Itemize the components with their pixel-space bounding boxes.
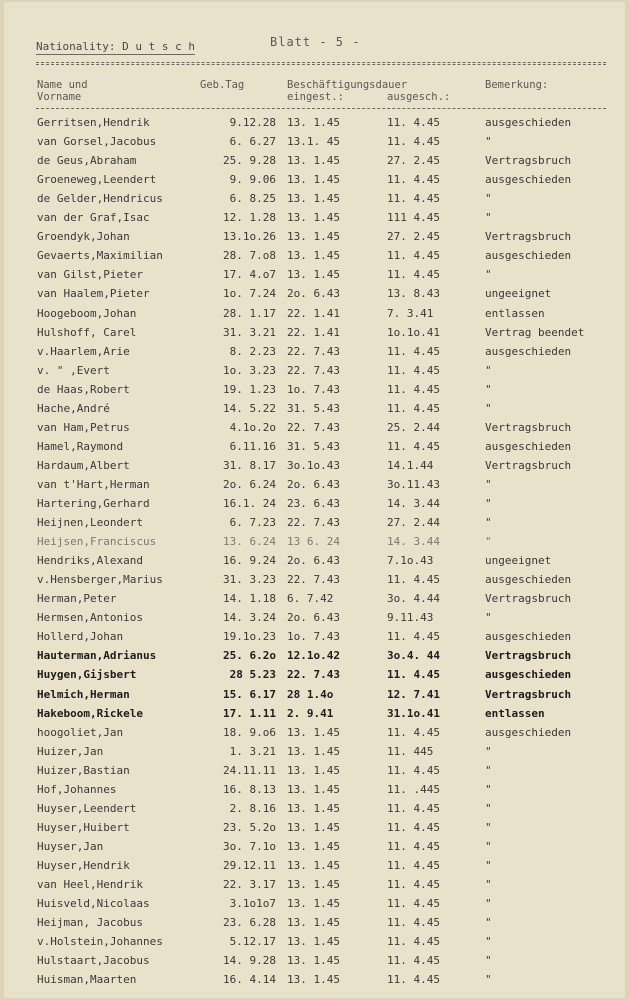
birth-date: 29.12.11 [223,858,276,872]
end-date: 11. 4.45 [387,363,440,377]
employee-name: Huyser,Jan [37,839,104,853]
birth-date: 31. 3.21 [223,325,276,339]
table-row [4,954,625,973]
remark: ausgeschieden [485,668,572,682]
birth-date: 9. 9.06 [229,173,276,187]
table-row [4,649,625,668]
birth-date: 6. 6.27 [229,135,276,149]
table-row [4,230,625,249]
start-date: 22. 1.41 [287,306,340,320]
employee-name: Hermsen,Antonios [37,611,143,625]
table-row [4,459,625,478]
employee-name: Hache,André [37,401,110,415]
start-date: 13.1. 45 [287,135,340,149]
end-date: 11. 4.45 [387,897,440,911]
table-row [4,573,625,592]
start-date: 2o. 6.43 [287,554,340,568]
table-row [4,668,625,687]
employee-name: van Haalem,Pieter [37,287,150,301]
remark: ausgeschieden [485,116,572,129]
start-date: 22. 7.43 [287,668,340,682]
remark: Vertragsbruch [485,230,572,244]
table-row [4,764,625,783]
table-row [4,497,625,516]
employee-name: Hamel,Raymond [37,439,124,453]
birth-date: 31. 8.17 [223,458,276,472]
employee-name: Hakeboom,Rickele [37,706,143,720]
header-rule-top [36,62,606,63]
employee-name: de Gelder,Hendricus [37,192,163,206]
header-beschaeftigung: Beschäftigungsdauer [287,79,408,91]
birth-date: 19.1o.23 [223,630,276,644]
remark: Vertragsbruch [485,687,572,701]
remark: " [485,858,492,872]
table-row [4,535,625,554]
start-date: 13. 1.45 [287,744,340,758]
start-date: 1o. 7.43 [287,630,340,644]
employee-name: Huisman,Maarten [37,973,137,987]
employee-name: Hulstaart,Jacobus [37,954,150,968]
remark: " [485,401,492,415]
employee-name: Hendriks,Alexand [37,554,143,568]
employee-name: Huizer,Jan [37,744,104,758]
table-row [4,783,625,802]
start-date: 2o. 6.43 [287,287,340,301]
birth-date: 23. 5.2o [223,820,276,834]
table-row [4,745,625,764]
end-date: 14.1.44 [387,458,434,472]
employee-name: van der Graf,Isac [37,211,150,225]
remark: " [485,973,492,987]
employee-name: Heijman, Jacobus [37,916,143,930]
end-date: 27. 2.44 [387,516,440,530]
end-date: 3o. 4.44 [387,592,440,606]
birth-date: 6.11.16 [229,439,276,453]
table-row [4,916,625,935]
remark: " [485,516,492,530]
birth-date: 14. 5.22 [223,401,276,415]
remark: Vertragsbruch [485,592,572,606]
end-date: 11. 4.45 [387,630,440,644]
end-date: 11. 4.45 [387,135,440,149]
start-date: 1o. 7.43 [287,382,340,396]
end-date: 13. 8.43 [387,287,440,301]
birth-date: 14. 9.28 [223,954,276,968]
header-bemerkung: Bemerkung: [485,79,549,91]
employee-name: Huyser,Leendert [37,801,137,815]
start-date: 13. 1.45 [287,954,340,968]
table-row [4,821,625,840]
remark: " [485,192,492,206]
birth-date: 6. 7.23 [229,516,276,530]
birth-date: 13.1o.26 [223,230,276,244]
birth-date: 14. 3.24 [223,611,276,625]
table-row [4,878,625,897]
end-date: 31.1o.41 [387,706,440,720]
start-date: 6. 7.42 [287,592,334,606]
birth-date: 1o. 7.24 [223,287,276,301]
employee-name: v.Holstein,Johannes [37,935,163,949]
start-date: 13. 1.45 [287,858,340,872]
end-date: 11. 4.45 [387,878,440,891]
remark: ausgeschieden [485,249,572,263]
employee-name: Hardaum,Albert [37,458,130,472]
start-date: 31. 5.43 [287,439,340,453]
remark: Vertragsbruch [485,154,572,168]
start-date: 13. 1.45 [287,211,340,225]
birth-date: 2. 8.16 [229,801,276,815]
remark: " [485,916,492,930]
end-date: 11. 4.45 [387,935,440,949]
remark: " [485,782,492,796]
table-row [4,802,625,821]
end-date: 11. 4.45 [387,973,440,987]
table-row [4,383,625,402]
end-date: 11. 4.45 [387,344,440,358]
start-date: 31. 5.43 [287,401,340,415]
remark: " [485,477,492,491]
remark: " [485,535,492,549]
employee-name: Gevaerts,Maximilian [37,249,163,263]
table-row [4,840,625,859]
birth-date: 22. 3.17 [223,878,276,891]
birth-date: 16. 9.24 [223,554,276,568]
employee-name: v.Hensberger,Marius [37,573,163,587]
remark: " [485,839,492,853]
table-row [4,211,625,230]
table-row [4,688,625,707]
end-date: 11. 4.45 [387,382,440,396]
remark: Vertragsbruch [485,458,572,472]
birth-date: 12. 1.28 [223,211,276,225]
start-date: 13. 1.45 [287,230,340,244]
table-row [4,326,625,345]
birth-date: 16. 8.13 [223,782,276,796]
end-date: 11. 4.45 [387,725,440,739]
birth-date: 9.12.28 [229,116,276,129]
employee-name: Helmich,Herman [37,687,130,701]
table-row [4,935,625,954]
table-row [4,154,625,173]
birth-date: 28. 7.o8 [223,249,276,263]
table-row [4,859,625,878]
start-date: 23. 6.43 [287,497,340,510]
remark: ungeeignet [485,554,552,568]
start-date: 12.1o.42 [287,649,340,663]
employee-name: hoogoliet,Jan [37,725,124,739]
birth-date: 16. 4.14 [223,973,276,987]
employee-name: Huisveld,Nicolaas [37,897,150,911]
employee-name: Hartering,Gerhard [37,497,150,510]
birth-date: 2o. 6.24 [223,477,276,491]
table-row [4,192,625,211]
remark: ausgeschieden [485,173,572,187]
table-row [4,421,625,440]
birth-date: 5.12.17 [229,935,276,949]
start-date: 13. 1.45 [287,801,340,815]
employee-name: van t'Hart,Herman [37,477,150,491]
remark: " [485,744,492,758]
remark: " [485,363,492,377]
table-row [4,707,625,726]
end-date: 11. .445 [387,782,440,796]
birth-date: 8. 2.23 [229,344,276,358]
end-date: 11. 4.45 [387,801,440,815]
birth-date: 4.1o.2o [229,420,276,434]
start-date: 2. 9.41 [287,706,334,720]
birth-date: 28. 1.17 [223,306,276,320]
nationality-label: Nationality: D u t s c h [36,40,195,53]
end-date: 11. 4.45 [387,858,440,872]
birth-date: 24.11.11 [223,763,276,777]
employee-name: van Gilst,Pieter [37,268,143,282]
start-date: 28 1.4o [287,687,334,701]
start-date: 13. 1.45 [287,154,340,168]
start-date: 2o. 6.43 [287,477,340,491]
end-date: 14. 3.44 [387,535,440,549]
employee-name: v.Haarlem,Arie [37,344,130,358]
birth-date: 6. 8.25 [229,192,276,206]
birth-date: 3o. 7.1o [223,839,276,853]
start-date: 13. 1.45 [287,725,340,739]
end-date: 7.1o.43 [387,554,434,568]
birth-date: 16.1. 24 [223,497,276,510]
start-date: 13. 1.45 [287,839,340,853]
remark: " [485,763,492,777]
remark: ausgeschieden [485,630,572,644]
end-date: 9.11.43 [387,611,434,625]
remark: " [485,611,492,625]
table-row [4,116,625,135]
birth-date: 28 5.23 [229,668,276,682]
birth-date: 23. 6.28 [223,916,276,930]
start-date: 13. 1.45 [287,878,340,891]
end-date: 7. 3.41 [387,306,434,320]
employee-name: v. " ,Evert [37,363,110,377]
remark: ausgeschieden [485,344,572,358]
employee-name: Groeneweg,Leendert [37,173,157,187]
end-date: 11. 445 [387,744,434,758]
employee-name: Hof,Johannes [37,782,117,796]
start-date: 3o.1o.43 [287,458,340,472]
employee-name: Hulshoff, Carel [37,325,137,339]
table-row [4,307,625,326]
end-date: 14. 3.44 [387,497,440,510]
birth-date: 13. 6.24 [223,535,276,549]
birth-date: 1o. 3.23 [223,363,276,377]
table-row [4,440,625,459]
birth-date: 3.1o1o7 [229,897,276,911]
end-date: 3o.4. 44 [387,649,440,663]
birth-date: 15. 6.17 [223,687,276,701]
end-date: 11. 4.45 [387,173,440,187]
employee-name: Huyser,Huibert [37,820,130,834]
table-row [4,897,625,916]
start-date: 13. 1.45 [287,268,340,282]
table-row [4,592,625,611]
end-date: 11. 4.45 [387,401,440,415]
table-row [4,173,625,192]
birth-date: 25. 9.28 [223,154,276,168]
birth-date: 14. 1.18 [223,592,276,606]
end-date: 27. 2.45 [387,230,440,244]
remark: Vertrag beendet [485,325,585,339]
remark: Vertragsbruch [485,420,572,434]
table-row [4,554,625,573]
remark: " [485,954,492,968]
header-gebtag: Geb.Tag [200,79,245,91]
header-eingest: eingest.: [287,91,344,103]
document-page [4,2,625,998]
end-date: 11. 4.45 [387,116,440,129]
remark: " [485,211,492,225]
end-date: 11. 4.45 [387,573,440,587]
remark: ausgeschieden [485,725,572,739]
employee-name: Herman,Peter [37,592,117,606]
start-date: 13. 1.45 [287,249,340,263]
end-date: 11. 4.45 [387,820,440,834]
employee-name: Huyser,Hendrik [37,858,130,872]
employee-name: Hauterman,Adrianus [37,649,157,663]
birth-date: 18. 9.o6 [223,725,276,739]
end-date: 25. 2.44 [387,420,440,434]
employee-name: Hollerd,Johan [37,630,124,644]
remark: " [485,497,492,510]
remark: " [485,878,492,891]
remark: " [485,135,492,149]
end-date: 11. 4.45 [387,268,440,282]
table-row [4,726,625,745]
end-date: 3o.11.43 [387,477,440,491]
start-date: 13 6. 24 [287,535,340,549]
remark: " [485,935,492,949]
header-name: Name und [37,79,88,91]
end-date: 11. 4.45 [387,439,440,453]
remark: " [485,897,492,911]
employee-name: de Haas,Robert [37,382,130,396]
start-date: 22. 7.43 [287,516,340,530]
start-date: 13. 1.45 [287,973,340,987]
start-date: 13. 1.45 [287,782,340,796]
start-date: 13. 1.45 [287,935,340,949]
table-row [4,249,625,268]
remark: " [485,801,492,815]
birth-date: 17. 4.o7 [223,268,276,282]
header-rule-top-double [36,64,606,65]
remark: ungeeignet [485,287,552,301]
end-date: 111 4.45 [387,211,440,225]
remark: ausgeschieden [485,573,572,587]
employee-name: de Geus,Abraham [37,154,137,168]
employee-name: Huygen,Gijsbert [37,668,137,682]
table-row [4,364,625,383]
start-date: 13. 1.45 [287,763,340,777]
table-row [4,345,625,364]
table-row [4,630,625,649]
end-date: 1o.1o.41 [387,325,440,339]
birth-date: 17. 1.11 [223,706,276,720]
remark: ausgeschieden [485,439,572,453]
start-date: 13. 1.45 [287,116,340,129]
start-date: 13. 1.45 [287,897,340,911]
end-date: 11. 4.45 [387,763,440,777]
employee-name: van Gorsel,Jacobus [37,135,157,149]
remark: " [485,820,492,834]
end-date: 11. 4.45 [387,668,440,682]
start-date: 2o. 6.43 [287,611,340,625]
employee-name: Groendyk,Johan [37,230,130,244]
table-row [4,516,625,535]
birth-date: 19. 1.23 [223,382,276,396]
remark: entlassen [485,306,545,320]
employee-name: Heijnen,Leondert [37,516,143,530]
birth-date: 31. 3.23 [223,573,276,587]
table-row [4,268,625,287]
page-title: Blatt - 5 - [270,35,361,49]
table-row [4,287,625,306]
table-row [4,611,625,630]
employee-name: Heijsen,Franciscus [37,535,157,549]
table-row [4,402,625,421]
employee-name: Gerritsen,Hendrik [37,116,150,129]
employee-name: van Ham,Petrus [37,420,130,434]
remark: Vertragsbruch [485,649,572,663]
start-date: 22. 7.43 [287,573,340,587]
table-row [4,478,625,497]
start-date: 13. 1.45 [287,916,340,930]
header-rule-bottom [36,108,606,109]
remark: entlassen [485,706,545,720]
table-row [4,973,625,992]
table-row [4,135,625,154]
employee-name: van Heel,Hendrik [37,878,143,891]
end-date: 11. 4.45 [387,249,440,263]
start-date: 22. 7.43 [287,344,340,358]
start-date: 13. 1.45 [287,173,340,187]
start-date: 22. 1.41 [287,325,340,339]
start-date: 13. 1.45 [287,820,340,834]
birth-date: 25. 6.2o [223,649,276,663]
end-date: 11. 4.45 [387,916,440,930]
birth-date: 1. 3.21 [229,744,276,758]
start-date: 22. 7.43 [287,363,340,377]
start-date: 13. 1.45 [287,192,340,206]
employee-name: Huizer,Bastian [37,763,130,777]
employee-name: Hoogeboom,Johan [37,306,137,320]
remark: " [485,268,492,282]
end-date: 11. 4.45 [387,839,440,853]
end-date: 27. 2.45 [387,154,440,168]
end-date: 12. 7.41 [387,687,440,701]
end-date: 11. 4.45 [387,954,440,968]
header-ausgesch: ausgesch.: [387,91,451,103]
start-date: 22. 7.43 [287,420,340,434]
remark: " [485,382,492,396]
end-date: 11. 4.45 [387,192,440,206]
header-vorname: Vorname [37,91,82,103]
